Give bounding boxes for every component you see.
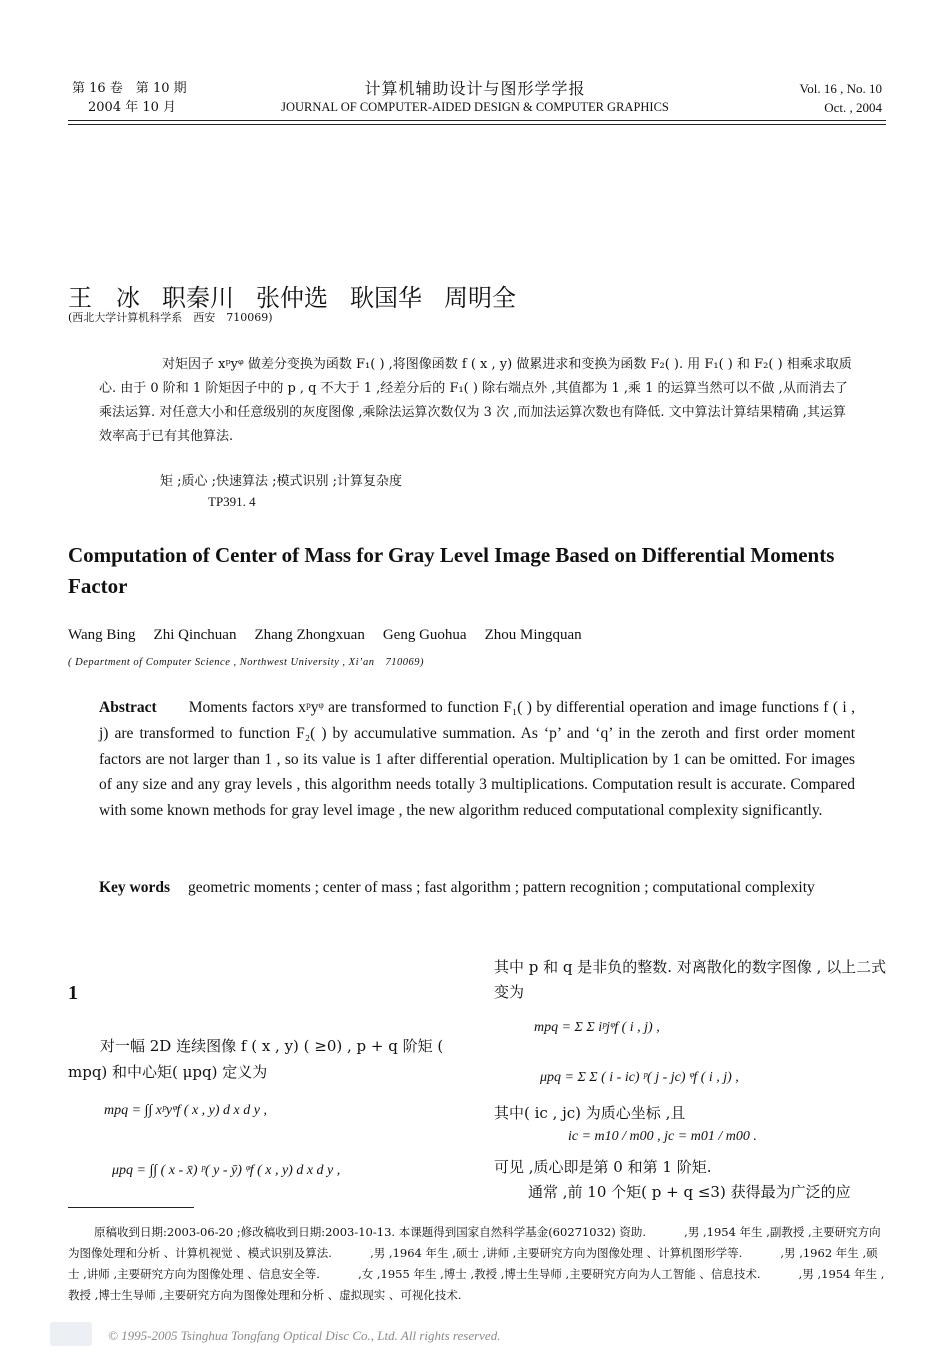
authors-cn	[68, 278, 538, 313]
equation-central-moment: μpq = ∫∫ ( x - x̄) ᵖ( y - ȳ) ᵠf ( x , y) d x d y ,	[112, 1163, 341, 1178]
abstract-text: Moments factors xᵖyᵠ are transformed to function F₁( ) by differential operation and image functions f ( i , j) are transformed to function F₂( ) by accumulative summation. As ‘p’ and ‘q’ in the zeroth and first order moment factors are not larger than 1 , so its value is 1 after differential operation. Multiplication by 1 can be omitted. For images of any size and any gray levels , this algorithm needs totally 3 multiplications. Computation result is accurate. Compared with some known methods for gray level image , the new algorithm reduced computational complexity significantly.	[99, 699, 855, 820]
header-journal	[230, 79, 720, 117]
author-en: Wang Bing	[68, 627, 136, 643]
keywords-en	[99, 875, 855, 901]
author-cn: 王 冰	[68, 284, 140, 312]
volume-cn: 第 16 卷 第 10 期	[72, 81, 187, 96]
abstract-en	[99, 695, 855, 824]
date-cn: 2004 年 10 月	[88, 100, 177, 115]
footnote: 原稿收到日期:2003-06-20 ;修改稿收到日期:2003-10-13. 本课题得到国家自然科学基金(60271032) 资助. ,男 ,1954 年生 ,副教授 ,主要研究方向为图像处理和分析 、计算机视觉 、模式识别及算法. ,男 ,1964 年生 ,硕士 ,讲师 ,主要研究方向为图像处理 、计算机图形学等. ,男 ,1962 年生 ,硕士 ,讲师 ,主要研究方向为图像处理 、信息安全等. ,女 ,1955 年生 ,博士 ,教授 ,博士生导师 ,主要研究方向为人工智能 、信息技术. ,男 ,1954 年生 ,教授 ,博士生导师 ,主要研究方向为图像处理和分析 、虚拟现实 、可视化技术.	[68, 1225, 885, 1302]
section-left-paragraph: 对一幅 2D 连续图像 f ( x , y) ( ≥0) , p + q 阶矩 ( mpq) 和中心矩( μpq) 定义为	[68, 1037, 444, 1081]
author-cn: 职秦川	[162, 284, 234, 312]
classification-number: TP391. 4	[208, 494, 256, 509]
affiliation-cn: (西北大学计算机科学系 西安 710069)	[68, 311, 273, 324]
header-rule-top	[68, 120, 886, 121]
header-rule-bottom	[68, 124, 886, 125]
author-en: Zhi Qinchuan	[153, 627, 237, 643]
author-cn: 张仲选	[256, 284, 328, 312]
keywords-text: geometric moments ; center of mass ; fast algorithm ; pattern recognition ; computational complexity	[188, 879, 815, 896]
section-right-paragraph-4: 通常 ,前 10 个矩( p + q ≤3) 获得最为广泛的应	[528, 1183, 851, 1201]
author-en: Geng Guohua	[382, 627, 467, 643]
volume-en: Vol. 16 , No. 10	[799, 81, 882, 96]
author-cn: 耿国华	[350, 284, 422, 312]
affiliation-en: ( Department of Computer Science , Northwest University , Xi’an 710069)	[68, 657, 424, 668]
paper-title-en: Computation of Center of Mass for Gray Level Image Based on Differential Moments Factor	[68, 543, 835, 598]
authors-en	[68, 627, 600, 644]
header-volume-en	[800, 79, 882, 117]
author-cn: 周明全	[444, 284, 516, 312]
abstract-cn: 对矩因子 xᵖyᵠ 做差分变换为函数 F₁( ) ,将图像函数 f ( x , y) 做累进求和变换为函数 F₂( ). 用 F₁( ) 和 F₂( ) 相乘求取质心. 由于 0 阶和 1 阶矩因子中的 p , q 不大于 1 ,经差分后的 F₁( ) 除右端点外 ,其值都为 1 ,乘 1 的运算当然可以不做 ,从而消去了乘法运算. 对任意大小和任意级别的灰度图像 ,乘除法运算次数仅为 3 次 ,而加法运算次数也有降低. 文中算法计算结果精确 ,其运算效率高于已有其他算法.	[99, 357, 852, 444]
header-volume	[72, 79, 187, 117]
section-right-paragraph-1: 其中 p 和 q 是非负的整数. 对离散化的数字图像 , 以上二式变为	[494, 958, 887, 1001]
equation-centroid: ic = m10 / m00 , jc = m01 / m00 .	[568, 1129, 757, 1144]
date-en: Oct. , 2004	[824, 100, 882, 115]
equation-discrete-moment: mpq = Σ Σ iᵖjᵠf ( i , j) ,	[534, 1020, 660, 1035]
equation-moment: mpq = ∫∫ xᵖyᵠf ( x , y) d x d y ,	[104, 1103, 267, 1118]
publisher-logo	[50, 1322, 92, 1346]
section-number: 1	[68, 982, 78, 1004]
equation-discrete-central-moment: μpq = Σ Σ ( i - ic) ᵖ( j - jc) ᵠf ( i , j) ,	[540, 1070, 739, 1085]
keywords-label: Key words	[99, 879, 171, 896]
journal-title-cn: 计算机辅助设计与图形学学报	[364, 79, 586, 98]
footnote-rule	[68, 1207, 194, 1208]
journal-title-en: JOURNAL OF COMPUTER-AIDED DESIGN & COMPUTER GRAPHICS	[281, 100, 669, 114]
author-en: Zhou Mingquan	[484, 627, 582, 643]
section-right-paragraph-2: 其中( ic , jc) 为质心坐标 ,且	[494, 1104, 686, 1122]
abstract-label: Abstract	[99, 699, 157, 716]
author-en: Zhang Zhongxuan	[254, 627, 365, 643]
section-right-paragraph-3: 可见 ,质心即是第 0 和第 1 阶矩.	[494, 1158, 712, 1176]
keywords-cn: 矩 ;质心 ;快速算法 ;模式识别 ;计算复杂度	[160, 474, 403, 489]
copyright-notice: © 1995-2005 Tsinghua Tongfang Optical Disc Co., Ltd. All rights reserved.	[108, 1328, 501, 1343]
